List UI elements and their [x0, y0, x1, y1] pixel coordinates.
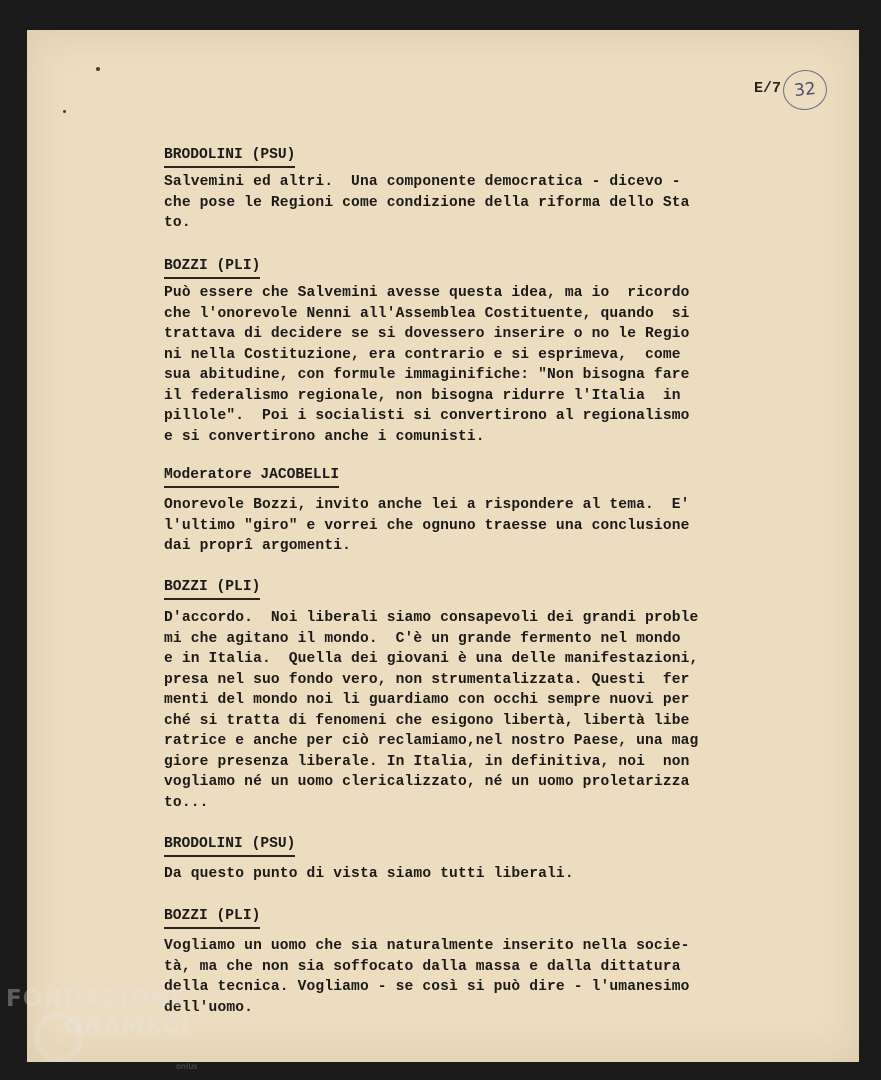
paper-speck [63, 110, 66, 113]
speech-paragraph: Vogliamo un uomo che sia naturalmente inserito nella socie- tà, ma che non sia soffocato dalla massa e dalla dittatura della tecnica. Vogliamo - se così si può dire - l'umanesimo dell'uomo. [164, 938, 690, 1016]
speaker-heading: BOZZI (PLI) [164, 256, 260, 279]
speech-paragraph: Può essere che Salvemini avesse questa idea, ma io ricordo che l'onorevole Nenni all'Assemblea Costituente, quando si trattava di decidere se si dovessero inserire o no le Regio ni nella Costituzione, era contrario e si esprimeva, come sua abitudine, con formule immaginifiche: "Non bisogna fare il federalismo regionale, non bisogna ridurre l'Italia in pillole". Poi i socialisti si convertirono al regionalismo e si convertirono anche i comunisti. [164, 285, 690, 445]
speech-paragraph: Salvemini ed altri. Una componente democratica - dicevo - che pose le Regioni come condizione della riforma dello Sta to. [164, 174, 690, 231]
speech-paragraph: D'accordo. Noi liberali siamo consapevoli dei grandi proble mi che agitano il mondo. C'è un grande fermento nel mondo e in Italia. Quella dei giovani è una delle manifestazioni, presa nel suo fondo vero, non strumentalizzata. Questi fer menti del mondo noi li guardiamo con occhi sempre nuovi per ché si tratta di fenomeni che esigono libertà, libertà libe ratrice e anche per ciò reclamiamo,nel nostro Paese, una mag giore presenza liberale. In Italia, in definitiva, noi non vogliamo né un uomo clericalizzato, né un uomo proletarizza to... [164, 610, 699, 811]
speech-paragraph: Da questo punto di vista siamo tutti liberali. [164, 866, 574, 882]
speaker-heading: BOZZI (PLI) [164, 577, 260, 600]
speaker-heading: BOZZI (PLI) [164, 906, 260, 929]
speaker-heading: BRODOLINI (PSU) [164, 145, 295, 168]
document-page [27, 30, 859, 1062]
speaker-heading: BRODOLINI (PSU) [164, 834, 295, 857]
watermark-small: onlus [176, 1062, 198, 1071]
watermark-line-1: FONDAZIONE [6, 986, 188, 1012]
document-reference: E/7 [754, 80, 782, 97]
speech-paragraph: Onorevole Bozzi, invito anche lei a rispondere al tema. E' l'ultimo "giro" e vorrei che ognuno traesse una conclusione dai proprî argomenti. [164, 497, 690, 554]
watermark [6, 985, 190, 1041]
paper-speck [96, 67, 100, 71]
watermark-line-2: GRAMSCI [64, 1014, 191, 1040]
archive-page-number: 32 [781, 68, 829, 112]
speaker-heading: Moderatore JACOBELLI [164, 465, 339, 488]
